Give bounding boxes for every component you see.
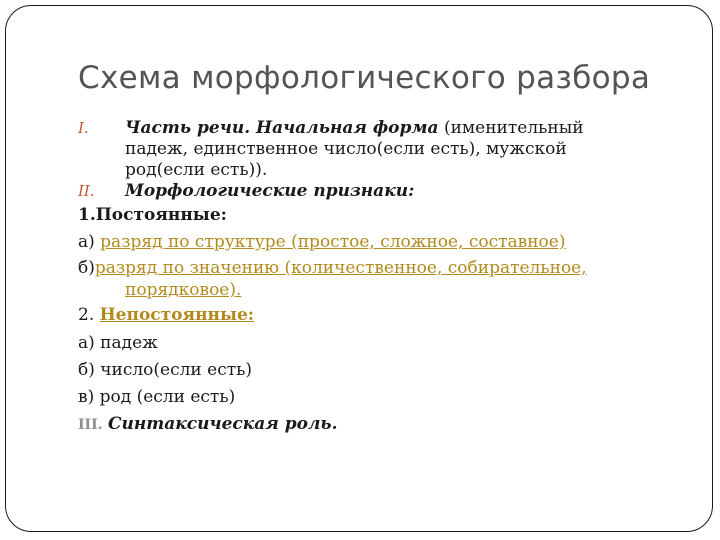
morph-features-label: Морфологические признаки: [125,181,415,201]
a-prefix: а) [78,232,101,252]
item-i-line3: род(если есть)). [125,160,268,180]
constant-header-text: 1.Постоянные: [78,205,227,225]
item-ii [78,181,678,202]
gender-item: в) род (если есть) [78,387,236,407]
numeral-iii: III. [78,417,103,433]
syntactic-role-label: Синтаксическая роль. [107,414,338,434]
nonconstant-link[interactable]: Непостоянные: [99,305,255,325]
numeral-i: I. [78,119,89,137]
item-iii [78,411,678,439]
number-item: б) число(если есть) [78,360,253,380]
slide-title: Схема морфологического разбора [78,60,651,96]
b-prefix: б) [78,258,95,278]
slide-body [78,118,678,439]
nonconstant-prefix: 2. [78,305,100,325]
item-a [78,229,678,256]
case-item: а) падеж [78,333,158,353]
meaning-category-link-cont[interactable]: порядковое). [125,280,242,300]
numeral-ii: II. [78,182,95,200]
item-i-line2: падеж, единственное число(если есть), мужской [125,139,567,159]
item-i-line1 [78,118,678,139]
nonconstant-header [78,300,678,330]
item-b-line2 [78,280,678,300]
part-of-speech-label: Часть речи. Начальная форма [125,118,439,138]
item-b-line1 [78,256,678,280]
nominative-text: (именительный [438,118,584,138]
structure-category-link[interactable]: разряд по структуре (простое, сложное, составное) [100,232,566,252]
meaning-category-link[interactable]: разряд по значению (количественное, собирательное, [94,258,587,278]
constant-header [78,202,678,229]
